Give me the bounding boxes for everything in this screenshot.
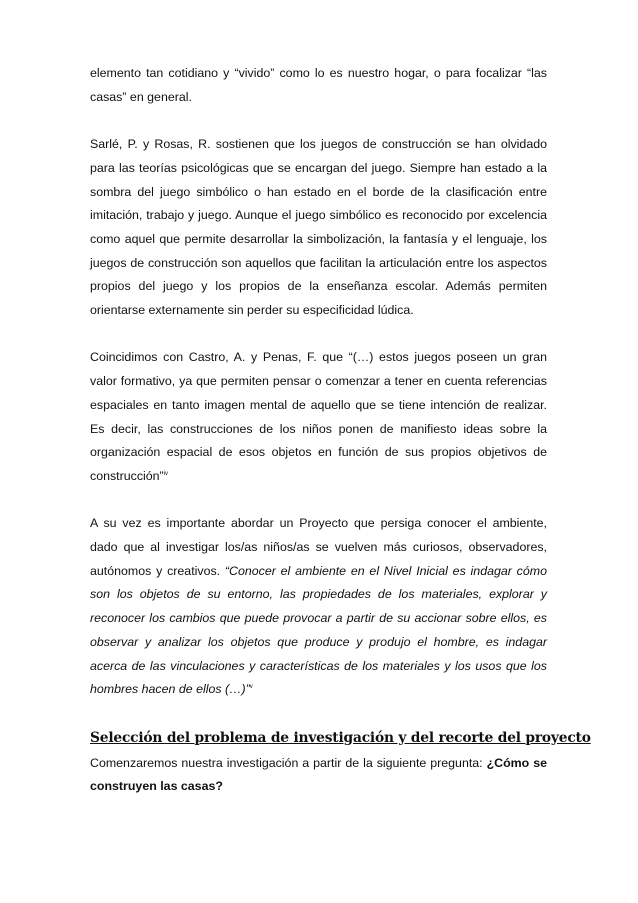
paragraph-sarle-rosas: Sarlé, P. y Rosas, R. sostienen que los juegos de construcción se han olvidado para las teorías psicológicas que se encargan del juego. Siempre han estado a la sombra del juego simbólico o han estado en el borde de la clasificación entre imitación, trabajo y juego. Aunque el juego simbólico es reconocido por excelencia como aquel que permite desarrollar la simbolización, la fantasía y el lenguaje, los juegos de construcción son aquellos que facilitan la articulación entre los aspectos propios del juego y los propios de la enseñanza escolar. Además permiten orientarse externamente sin perder su especificidad lúdica. (90, 137, 547, 318)
paragraph-ambiente (90, 512, 547, 702)
paragraph-castro-penas (90, 346, 547, 488)
ambiente-text: A su vez es importante abordar un Proyecto que persiga conocer el ambiente, dado que al investigar los/as niños/as se vuelven más curiosos, observadores, autónomos y creativos. (90, 516, 547, 578)
question-lead-text: Comenzaremos nuestra investigación a partir de la siguiente pregunta: (90, 755, 487, 770)
castro-penas-text: Coincidimos con Castro, A. y Penas, F. que “(…) estos juegos poseen un gran valor formativo, ya que permiten pensar o comenzar a tener en cuenta referencias espaciales en tanto imagen mental de aquello que se tiene intención de realizar. Es decir, las construcciones de los niños ponen de manifiesto ideas sobre la organización espacial de esos objetos en función de sus propios objetivos de construcción” (90, 350, 547, 483)
footnote-marker-v: v (249, 684, 253, 691)
ambiente-quote: “Conocer el ambiente en el Nivel Inicial es indagar cómo son los objetos de su entorno, las propiedades de los materiales, explorar y reconocer los cambios que puede provocar a partir de su accionar sobre ellos, es observar y analizar los objetos que produce y produjo el hombre, es indagar acerca de las vinculaciones y características de los materiales y los usos que los hombres hacen de ellos (…)” (90, 563, 547, 697)
research-question: ¿Cómo se construyen las casas? (90, 755, 547, 794)
paragraph-intro: elemento tan cotidiano y “vivido” como lo es nuestro hogar, o para focalizar “las casas” en general. (90, 66, 547, 104)
section-heading: Selección del problema de investigación y del recorte del proyecto (90, 729, 591, 746)
footnote-marker-iv: iv (163, 470, 169, 477)
document-page (90, 62, 591, 823)
paragraph-question (90, 752, 547, 799)
